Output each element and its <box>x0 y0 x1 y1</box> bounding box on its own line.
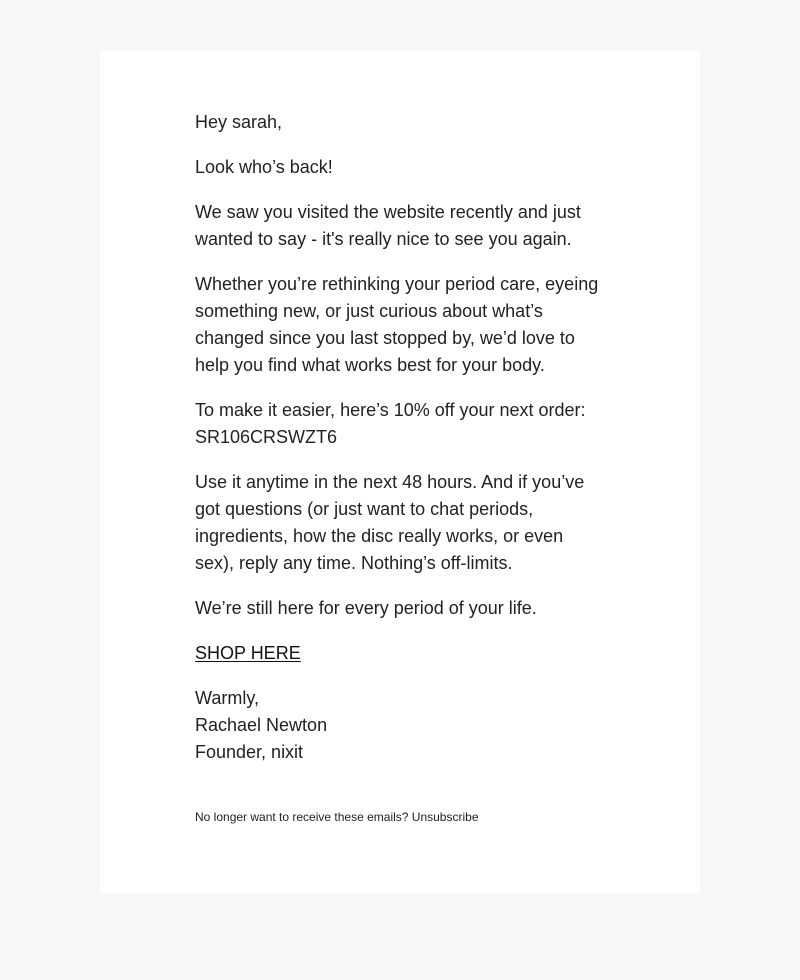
questions-line-3: ingredients, how the disc really works, or even <box>195 526 564 546</box>
shop-here-link[interactable]: SHOP HERE <box>195 643 301 663</box>
signature-block <box>195 685 610 766</box>
period-care-paragraph <box>195 271 610 379</box>
signoff: Warmly, <box>195 688 259 708</box>
signature-title: Founder, nixit <box>195 742 304 762</box>
discount-paragraph <box>195 397 610 451</box>
intro-line: Look who’s back! <box>195 157 333 177</box>
unsubscribe-prefix: No longer want to receive these emails? <box>195 810 409 824</box>
signature-name: Rachael Newton <box>195 715 328 735</box>
period-care-line-1: Whether you’re rethinking your period care, eyeing <box>195 274 599 294</box>
discount-code: SR106CRSWZT6 <box>195 427 338 447</box>
closing-line: We’re still here for every period of your life. <box>195 598 537 618</box>
questions-paragraph <box>195 469 610 577</box>
shop-cta-row <box>195 640 610 667</box>
visit-line-1: We saw you visited the website recently and just <box>195 202 581 222</box>
unsubscribe-link[interactable]: Unsubscribe <box>411 810 479 824</box>
unsubscribe-footer <box>195 808 610 826</box>
period-care-line-3: changed since you last stopped by, we’d love to <box>195 328 575 348</box>
greeting: Hey sarah, <box>195 112 283 132</box>
period-care-line-4: help you find what works best for your body. <box>195 355 545 375</box>
email-body <box>195 109 610 784</box>
questions-line-2: got questions (or just want to chat periods, <box>195 499 534 519</box>
email-card <box>100 50 700 894</box>
discount-line: To make it easier, here’s 10% off your next order: <box>195 400 586 420</box>
visit-line-2: wanted to say - it's really nice to see you again. <box>195 229 572 249</box>
visit-paragraph <box>195 199 610 253</box>
questions-line-1: Use it anytime in the next 48 hours. And if you’ve <box>195 472 585 492</box>
questions-line-4: sex), reply any time. Nothing’s off-limits. <box>195 553 513 573</box>
period-care-line-2: something new, or just curious about what’s <box>195 301 543 321</box>
